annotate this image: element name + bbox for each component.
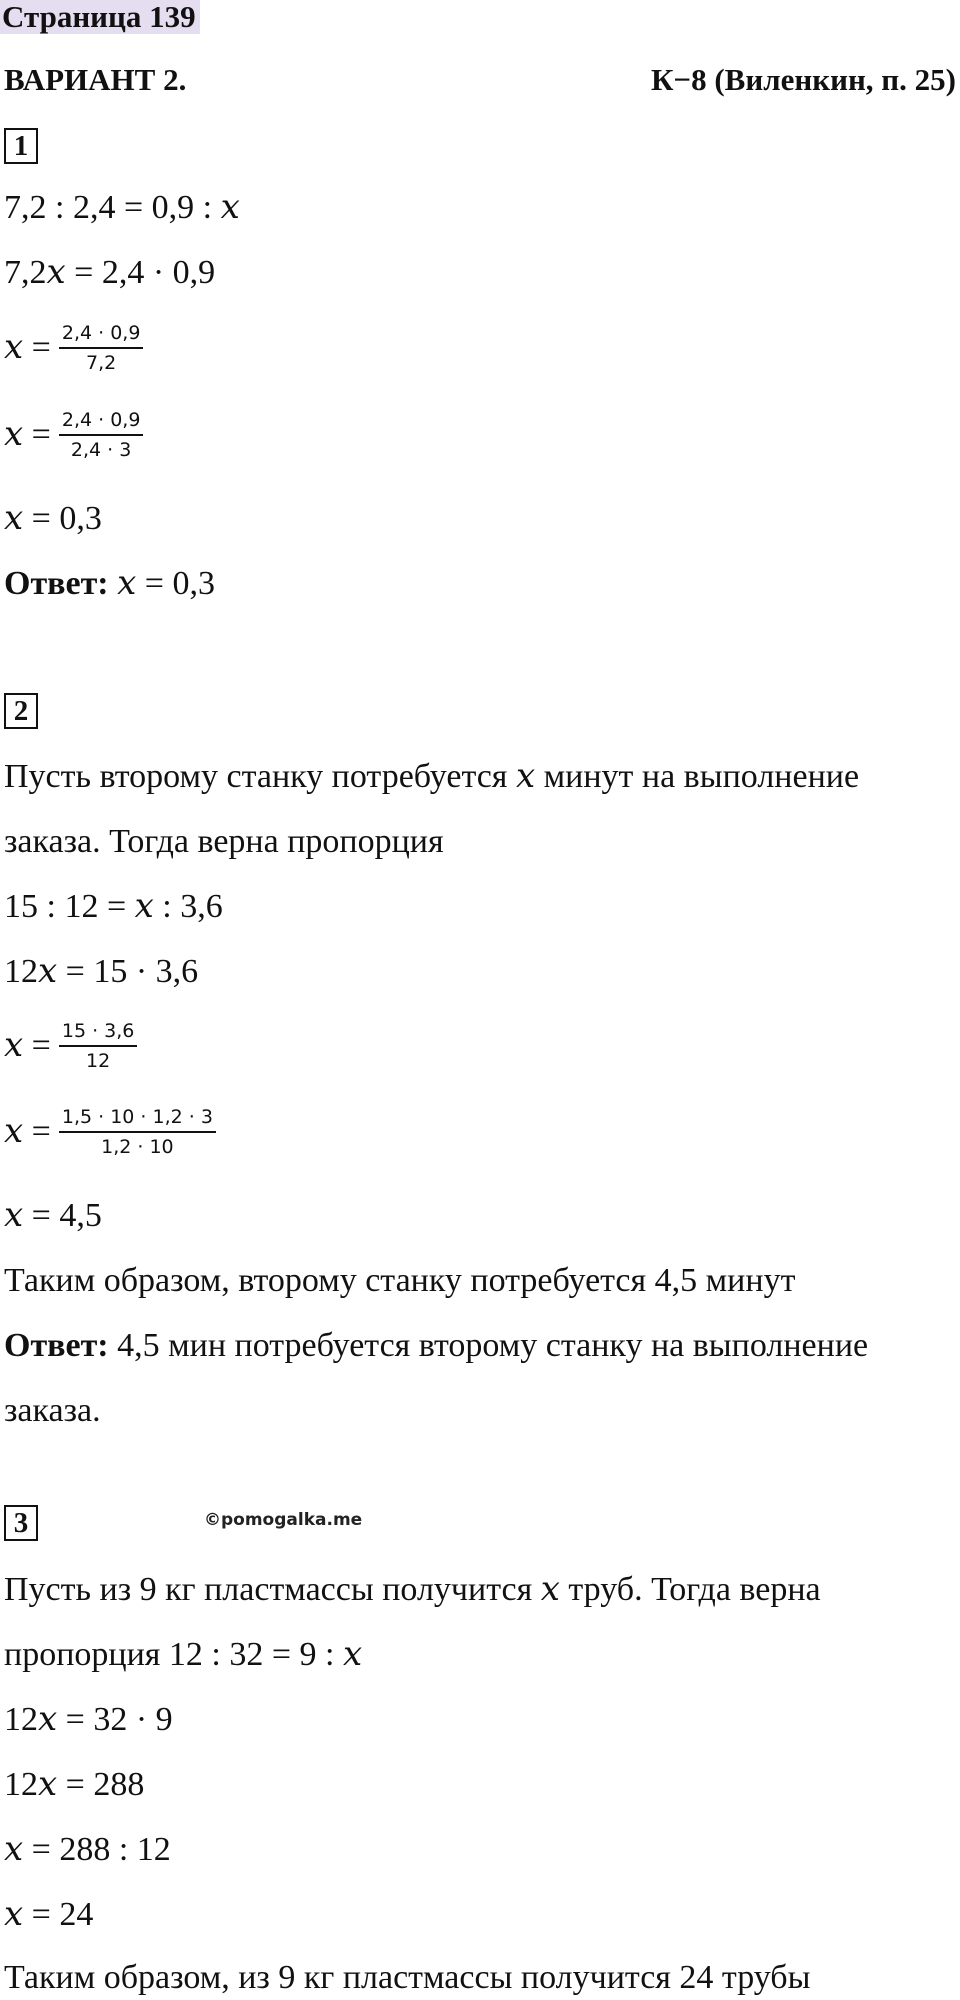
fraction-numerator: 15 · 3,6: [59, 1020, 138, 1047]
fraction-denominator: 1,2 · 10: [101, 1136, 174, 1158]
answer-label: Ответ:: [4, 1327, 109, 1364]
fraction-denominator: 7,2: [86, 352, 117, 374]
problem-text: заказа. Тогда верна пропорция: [4, 823, 444, 860]
fraction-numerator: 1,5 · 10 · 1,2 · 3: [59, 1106, 216, 1133]
task-number-box: 1: [4, 128, 38, 164]
equation-line: 𝑥 = 288 : 12: [4, 1831, 171, 1868]
page-title: Страница 139: [0, 0, 200, 34]
equation-lhs: 𝑥 =: [4, 1027, 51, 1064]
equation-lhs: 𝑥 =: [4, 416, 51, 453]
answer-continuation: заказа.: [4, 1392, 101, 1429]
equation-line: 12𝑥 = 288: [4, 1766, 145, 1803]
equation-lhs: 𝑥 =: [4, 329, 51, 366]
fraction: [59, 1106, 216, 1158]
problem-text: Пусть второму станку потребуется 𝑥 минут на выполнение: [4, 758, 860, 795]
answer-text: 𝑥 = 0,3: [108, 565, 215, 602]
conclusion-text: Таким образом, второму станку потребуется 4,5 минут: [4, 1262, 796, 1299]
problem-text: пропорция 12 : 32 = 9 : 𝑥: [4, 1636, 363, 1673]
answer-line: [4, 564, 215, 604]
fraction-denominator: 12: [86, 1050, 111, 1072]
equation-line: 12𝑥 = 32 · 9: [4, 1701, 173, 1738]
equation-line: 7,2 : 2,4 = 0,9 : 𝑥: [4, 189, 240, 226]
answer-label: Ответ:: [4, 565, 109, 602]
fraction: [59, 1020, 138, 1072]
fraction-equation: [4, 409, 143, 461]
test-reference: К−8 (Виленкин, п. 25): [650, 62, 956, 97]
variant-heading: ВАРИАНТ 2.: [4, 62, 187, 97]
equation-line: 𝑥 = 24: [4, 1896, 94, 1933]
equation-lhs: 𝑥 =: [4, 1113, 51, 1150]
problem-text: Пусть из 9 кг пластмассы получится 𝑥 труб. Тогда верна: [4, 1571, 821, 1608]
fraction-equation: [4, 322, 143, 374]
equation-line: 𝑥 = 4,5: [4, 1197, 102, 1234]
conclusion-text: Таким образом, из 9 кг пластмассы получится 24 трубы: [4, 1959, 811, 1996]
task-number-box: 3: [4, 1505, 38, 1541]
answer-text: 4,5 мин потребуется второму станку на выполнение: [108, 1327, 869, 1364]
fraction-equation: [4, 1106, 216, 1158]
watermark: ©pomogalka.me: [204, 1510, 363, 1530]
equation-line: 15 : 12 = 𝑥 : 3,6: [4, 888, 223, 925]
task-number-box: 2: [4, 693, 38, 729]
fraction-denominator: 2,4 · 3: [70, 439, 132, 461]
fraction: [59, 409, 144, 461]
fraction-equation: [4, 1020, 137, 1072]
equation-line: 7,2𝑥 = 2,4 · 0,9: [4, 254, 216, 291]
answer-line: [4, 1326, 868, 1366]
fraction-numerator: 2,4 · 0,9: [59, 409, 144, 436]
fraction: [59, 322, 144, 374]
fraction-numerator: 2,4 · 0,9: [59, 322, 144, 349]
equation-line: 12𝑥 = 15 · 3,6: [4, 953, 199, 990]
equation-line: 𝑥 = 0,3: [4, 500, 102, 537]
